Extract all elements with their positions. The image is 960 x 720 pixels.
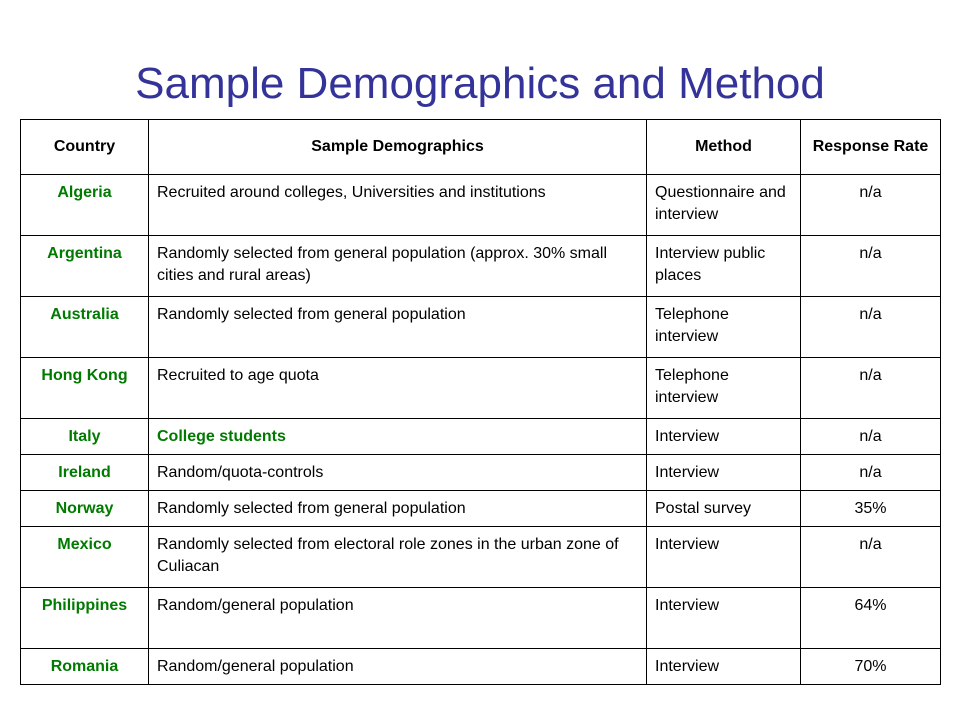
country-cell: Mexico bbox=[21, 527, 149, 588]
method-cell: Interview bbox=[647, 588, 801, 649]
response-rate-cell: n/a bbox=[801, 358, 941, 419]
table-row bbox=[21, 455, 941, 491]
country-cell: Ireland bbox=[21, 455, 149, 491]
demographics-cell: Randomly selected from general population bbox=[149, 297, 647, 358]
method-cell: Interview bbox=[647, 649, 801, 685]
header-sample-demographics: Sample Demographics bbox=[149, 120, 647, 175]
table-row bbox=[21, 649, 941, 685]
demographics-cell: Recruited around colleges, Universities and institutions bbox=[149, 175, 647, 236]
table-row bbox=[21, 236, 941, 297]
method-cell: Questionnaire and interview bbox=[647, 175, 801, 236]
method-cell: Telephone interview bbox=[647, 297, 801, 358]
method-cell: Telephone interview bbox=[647, 358, 801, 419]
method-cell: Interview bbox=[647, 419, 801, 455]
country-cell: Hong Kong bbox=[21, 358, 149, 419]
country-cell: Norway bbox=[21, 491, 149, 527]
response-rate-cell: n/a bbox=[801, 175, 941, 236]
response-rate-cell: n/a bbox=[801, 297, 941, 358]
table-row bbox=[21, 297, 941, 358]
country-cell: Romania bbox=[21, 649, 149, 685]
table-row bbox=[21, 491, 941, 527]
response-rate-cell: 70% bbox=[801, 649, 941, 685]
country-cell: Argentina bbox=[21, 236, 149, 297]
table-header-row bbox=[21, 120, 941, 175]
table-row bbox=[21, 358, 941, 419]
response-rate-cell: 35% bbox=[801, 491, 941, 527]
header-method: Method bbox=[647, 120, 801, 175]
response-rate-cell: 64% bbox=[801, 588, 941, 649]
table-row bbox=[21, 588, 941, 649]
country-cell: Italy bbox=[21, 419, 149, 455]
header-country: Country bbox=[21, 120, 149, 175]
response-rate-cell: n/a bbox=[801, 527, 941, 588]
table-row bbox=[21, 419, 941, 455]
demographics-cell: Random/quota-controls bbox=[149, 455, 647, 491]
table-row bbox=[21, 527, 941, 588]
country-cell: Australia bbox=[21, 297, 149, 358]
slide-title: Sample Demographics and Method bbox=[135, 59, 825, 108]
demographics-highlight: College students bbox=[157, 428, 286, 445]
response-rate-cell: n/a bbox=[801, 455, 941, 491]
country-cell: Philippines bbox=[21, 588, 149, 649]
demographics-cell: Random/general population bbox=[149, 649, 647, 685]
demographics-cell bbox=[149, 419, 647, 455]
country-cell: Algeria bbox=[21, 175, 149, 236]
response-rate-cell: n/a bbox=[801, 236, 941, 297]
demographics-cell: Randomly selected from general population (approx. 30% small cities and rural areas) bbox=[149, 236, 647, 297]
demographics-cell: Randomly selected from general population bbox=[149, 491, 647, 527]
demographics-cell: Random/general population bbox=[149, 588, 647, 649]
method-cell: Interview public places bbox=[647, 236, 801, 297]
response-rate-cell: n/a bbox=[801, 419, 941, 455]
header-response-rate: Response Rate bbox=[801, 120, 941, 175]
method-cell: Postal survey bbox=[647, 491, 801, 527]
table-row bbox=[21, 175, 941, 236]
demographics-cell: Randomly selected from electoral role zones in the urban zone of Culiacan bbox=[149, 527, 647, 588]
demographics-table bbox=[20, 119, 941, 685]
method-cell: Interview bbox=[647, 455, 801, 491]
demographics-cell: Recruited to age quota bbox=[149, 358, 647, 419]
method-cell: Interview bbox=[647, 527, 801, 588]
